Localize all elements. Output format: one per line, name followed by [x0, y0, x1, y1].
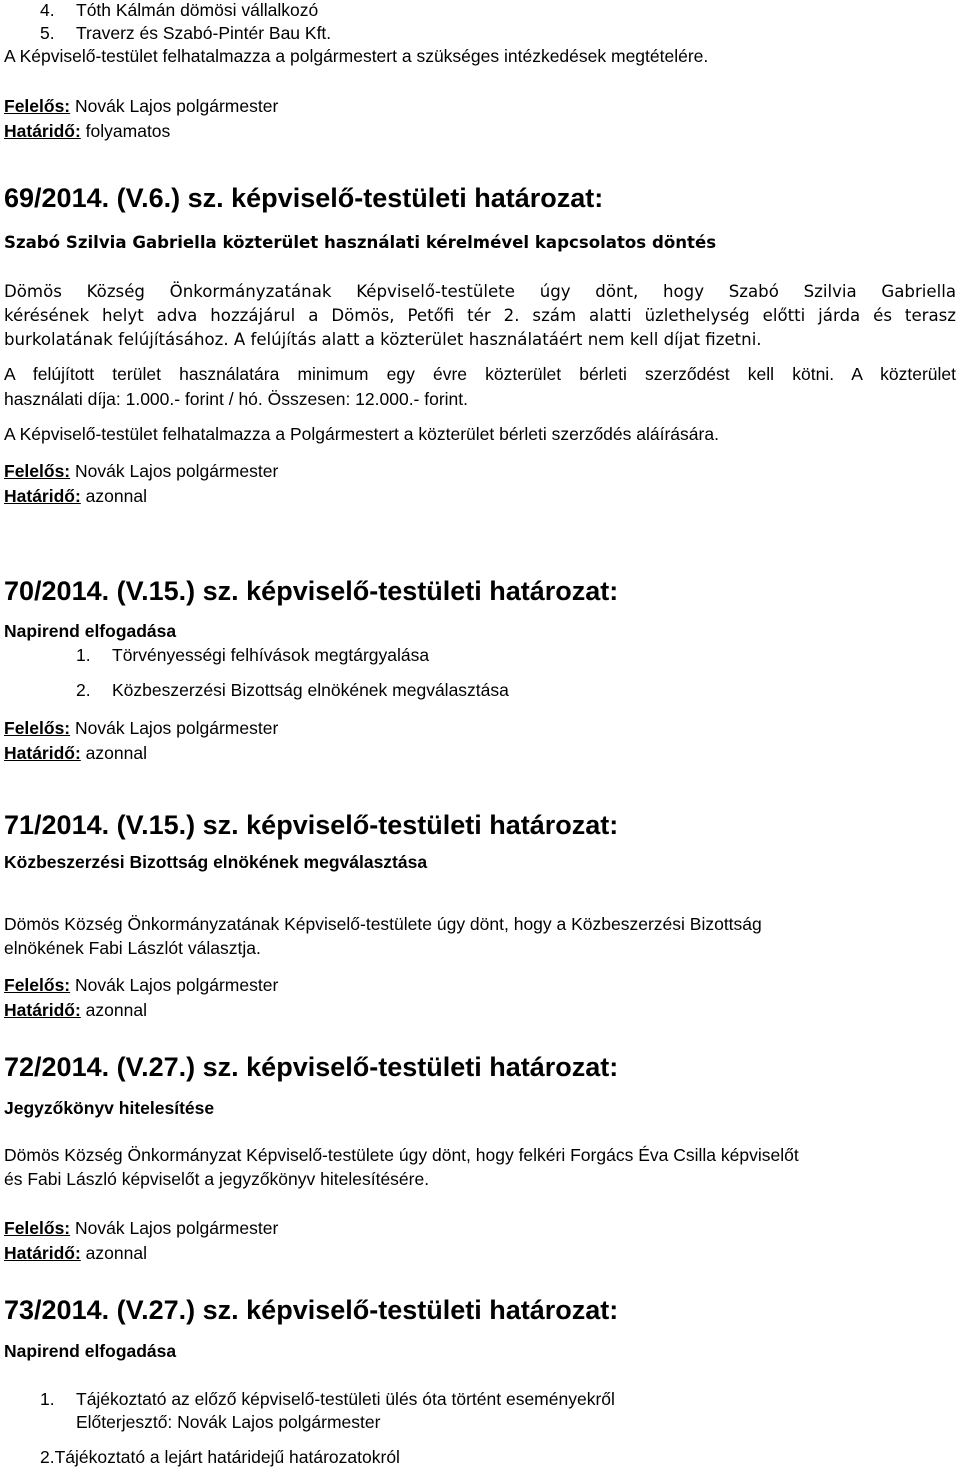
list-item-presenter: Előterjesztő: Novák Lajos polgármester	[76, 1412, 381, 1432]
deadline-label: Határidő:	[4, 743, 81, 763]
responsible-value: Novák Lajos polgármester	[70, 975, 279, 995]
responsible-value: Novák Lajos polgármester	[70, 96, 279, 116]
deadline-line	[4, 1243, 147, 1263]
body-line: Dömös Község Önkormányzat Képviselő-testülete úgy dönt, hogy felkéri Forgács Éva Csilla képviselőt	[4, 1145, 799, 1165]
responsible-line	[4, 461, 278, 481]
responsible-label: Felelős:	[4, 1218, 71, 1238]
body-text: Dömös Község Önkormányzatának Képviselő-testülete úgy dönt, hogy Szabó Szilvia Gabriella	[4, 282, 956, 301]
authorization-text: A Képviselő-testület felhatalmazza a polgármestert a szükséges intézkedések megtételére.	[4, 46, 709, 66]
responsible-label: Felelős:	[4, 718, 71, 738]
body-line: Dömös Község Önkormányzatának Képviselő-testülete úgy dönt, hogy a Közbeszerzési Bizottság	[4, 914, 762, 934]
resolution-heading: 73/2014. (V.27.) sz. képviselő-testületi határozat:	[4, 1295, 619, 1325]
responsible-label: Felelős:	[4, 975, 71, 995]
body-line	[4, 364, 956, 385]
body-line: és Fabi László képviselőt a jegyzőkönyv hitelesítésére.	[4, 1169, 430, 1189]
list-number: 5.	[40, 23, 55, 43]
list-text: Traverz és Szabó-Pintér Bau Kft.	[76, 23, 332, 43]
resolution-subject: Szabó Szilvia Gabriella közterület használati kérelmével kapcsolatos döntés	[4, 233, 717, 252]
deadline-value: azonnal	[80, 1000, 147, 1020]
resolution-heading: 69/2014. (V.6.) sz. képviselő-testületi határozat:	[4, 183, 604, 213]
list-text: Törvényességi felhívások megtárgyalása	[112, 645, 430, 665]
list-text: Közbeszerzési Bizottság elnökének megválasztása	[112, 680, 509, 700]
body-text: A felújított terület használatára minimum egy évre közterület bérleti szerződést kell kötni. A közterület	[4, 364, 956, 384]
list-text: Tóth Kálmán dömösi vállalkozó	[76, 0, 319, 20]
resolution-subject: Napirend elfogadása	[4, 1341, 177, 1361]
responsible-line	[4, 1218, 278, 1238]
resolution-subject: Napirend elfogadása	[4, 621, 177, 641]
body-line: A Képviselő-testület felhatalmazza a Polgármestert a közterület bérleti szerződés aláírására.	[4, 424, 719, 444]
deadline-label: Határidő:	[4, 121, 81, 141]
responsible-value: Novák Lajos polgármester	[70, 718, 279, 738]
list-number: 2.	[40, 1447, 55, 1467]
responsible-label: Felelős:	[4, 96, 71, 116]
body-text: kérésének helyt adva hozzájárul a Dömös, Petőfi tér 2. szám alatti üzlethelység előtti járda és terasz	[4, 306, 956, 325]
body-line: burkolatának felújításához. A felújítás alatt a közterület használatáért nem kell díjat fizetni.	[4, 330, 762, 349]
responsible-line	[4, 975, 278, 995]
resolution-subject: Közbeszerzési Bizottság elnökének megválasztása	[4, 852, 428, 872]
deadline-value: folyamatos	[80, 121, 171, 141]
deadline-line	[4, 121, 170, 141]
body-line: elnökének Fabi Lászlót választja.	[4, 938, 261, 958]
list-item	[40, 23, 331, 43]
list-number: 4.	[40, 0, 55, 20]
list-item	[40, 1447, 400, 1467]
list-item	[76, 680, 509, 700]
deadline-line	[4, 486, 147, 506]
deadline-label: Határidő:	[4, 1243, 81, 1263]
responsible-label: Felelős:	[4, 461, 71, 481]
resolution-heading: 71/2014. (V.15.) sz. képviselő-testületi határozat:	[4, 810, 619, 840]
responsible-value: Novák Lajos polgármester	[70, 1218, 279, 1238]
body-line: használati díja: 1.000.- forint / hó. Összesen: 12.000.- forint.	[4, 389, 469, 409]
list-number: 1.	[40, 1389, 55, 1409]
deadline-line	[4, 743, 147, 763]
list-text: Tájékoztató az előző képviselő-testületi ülés óta történt eseményekről	[76, 1389, 615, 1409]
body-line	[4, 306, 956, 325]
list-number: 1.	[76, 645, 91, 665]
responsible-line	[4, 96, 278, 116]
deadline-value: azonnal	[80, 1243, 147, 1263]
list-item	[76, 645, 429, 665]
resolution-heading: 72/2014. (V.27.) sz. képviselő-testületi határozat:	[4, 1052, 619, 1082]
list-number: 2.	[76, 680, 91, 700]
list-text: Tájékoztató a lejárt határidejű határozatokról	[54, 1447, 400, 1467]
deadline-line	[4, 1000, 147, 1020]
list-item	[40, 0, 318, 20]
list-item	[40, 1389, 615, 1409]
deadline-label: Határidő:	[4, 486, 81, 506]
deadline-label: Határidő:	[4, 1000, 81, 1020]
resolution-heading: 70/2014. (V.15.) sz. képviselő-testületi határozat:	[4, 576, 619, 606]
responsible-value: Novák Lajos polgármester	[70, 461, 279, 481]
deadline-value: azonnal	[80, 743, 147, 763]
deadline-value: azonnal	[80, 486, 147, 506]
resolution-subject: Jegyzőkönyv hitelesítése	[4, 1098, 215, 1118]
responsible-line	[4, 718, 278, 738]
body-line	[4, 282, 956, 301]
